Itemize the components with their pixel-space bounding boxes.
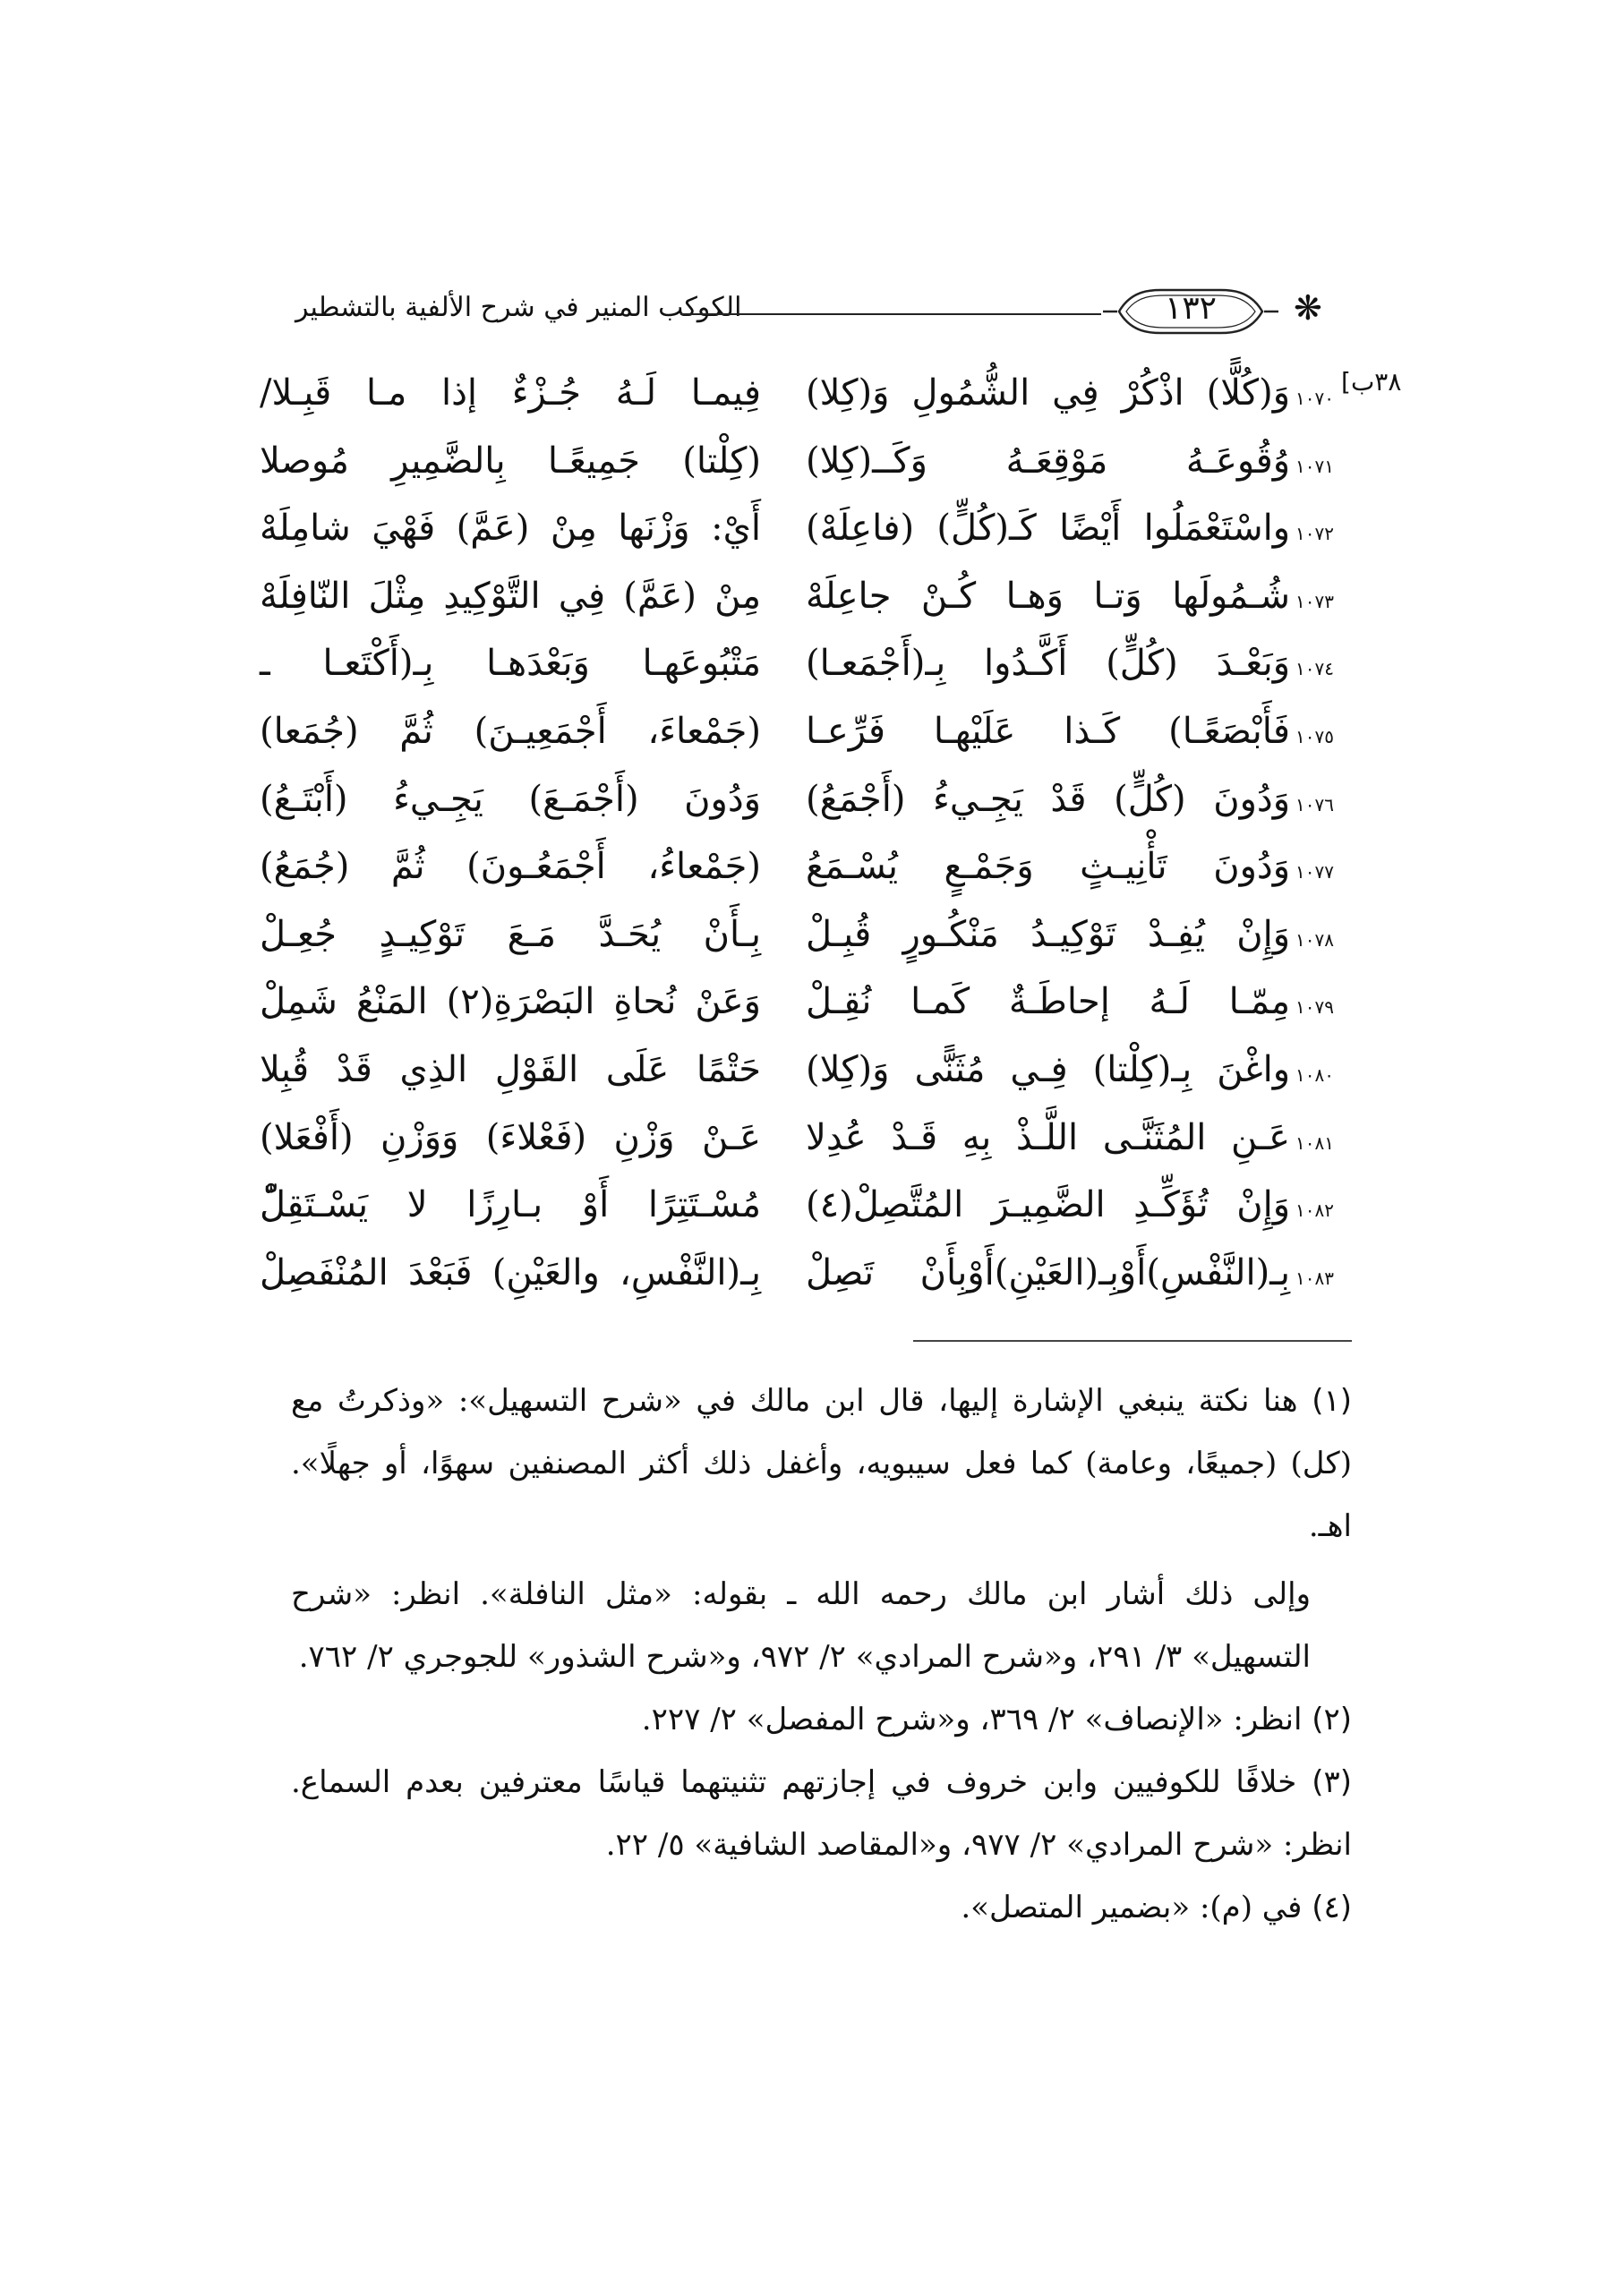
verse-number: ١٠٨١ (1295, 1131, 1334, 1154)
first-hemistich: ١٠٧٩مِمّـا لَـهُ إحاطَـةٌ كَمـا نُقِـلْ (806, 981, 1334, 1023)
footnote-ref: (٤) (1312, 1890, 1352, 1925)
verse-block (260, 360, 1334, 1307)
footnote-3: (٣) خلافًا للكوفيين وابن خروف في إجازتهم تثنيتهما قياسًا معترفين بعدم السماع. انظر: «شرح المرادي» ٢/ ٩٧٧، و«المقاصد الشافية» ٥/ ٢٢. (291, 1764, 1352, 1863)
verse-line (260, 630, 1334, 698)
verse-line (260, 766, 1334, 834)
verse-number: ١٠٧٦ (1295, 793, 1334, 815)
verse-line (260, 969, 1334, 1037)
footnote-ref: (٣) (1312, 1764, 1352, 1800)
footnotes (291, 1370, 1352, 1939)
verse-number: ١٠٧٩ (1295, 996, 1334, 1019)
page-number: ١٣٢ (1164, 290, 1217, 327)
second-hemistich: وَدُونَ (أَجْمَـعَ) يَجِـيءُ (أَبْتَـعُ) (260, 778, 761, 820)
verse-number: ١٠٨٠ (1295, 1063, 1334, 1086)
verse-line (260, 901, 1334, 969)
footnote-ref: (١) (1312, 1383, 1353, 1419)
verse-line (260, 698, 1334, 766)
verse-number: ١٠٧٢ (1295, 523, 1334, 545)
page-number-frame (1101, 283, 1280, 340)
second-hemistich: حَتْمًا عَلَى القَوْلِ الذِي قَدْ قُبِلا (260, 1048, 761, 1090)
first-hemistich: ١٠٧٨وَإِنْ يُفِـدْ تَوْكِيـدُ مَنْكُـورٍ قُبِـلْ (806, 913, 1334, 955)
verse-number: ١٠٧٣ (1295, 590, 1334, 612)
first-hemistich: ١٠٧٢واسْتَعْمَلُوا أَيْضًا كَـ(كُلٍّ) (فاعِلَهْ) (806, 508, 1334, 550)
second-hemistich: عَـنْ وَزْنِ (فَعْلاءَ) وَوَزْنِ (أَفْعَلا) (260, 1116, 761, 1158)
running-title: الكوكب المنير في شرح الألفية بالتشطير (295, 292, 742, 323)
second-hemistich: (جَمْعاءُ، أَجْمَعُـونَ) ثُمَّ (جُمَعُ) (260, 846, 761, 888)
footnote-1-continuation: وإلى ذلك أشار ابن مالك رحمه الله ـ بقوله: «مثل النافلة». انظر: «شرح التسهيل» ٣/ ٢٩١، و«شرح المرادي» ٢/ ٩٧٢، و«شرح الشذور» للجوجري ٢/ ٧٦٢. (291, 1576, 1311, 1675)
first-hemistich: ١٠٧٥فَأَبْصَعًـا) كَـذا عَلَيْهـا فَرِّعـا (806, 710, 1334, 752)
second-hemistich: فِيمـا لَـهُ جُـزْءٌ إذا مـا قَبِـلا/ (260, 372, 761, 414)
second-hemistich: مُسْـتَتِرًا أَوْ بـارِزًا لا يَسْـتَقِلّْ (260, 1184, 761, 1226)
flower-ornament-icon: ❋ (1294, 288, 1322, 328)
first-hemistich: ١٠٧٦وَدُونَ (كُلٍّ) قَدْ يَجِـيءُ (أَجْمَعُ) (806, 778, 1334, 820)
verse-number: ١٠٧١ (1295, 455, 1334, 477)
verse-line (260, 360, 1334, 428)
verse-number: ١٠٨٣ (1295, 1267, 1334, 1289)
page-header (295, 269, 1334, 358)
first-hemistich: ١٠٨٣بِـ(النَّفْسِ)أَوْبِـ(العَيْنِ)أَوْبِأَنْ تَصِلْ (806, 1251, 1334, 1293)
verse-number: ١٠٧٠ (1295, 388, 1334, 409)
second-hemistich: مَتْبُوعَهـا وَبَعْدَهـا بِـ(أَكْتَعـا ـ (260, 643, 761, 685)
second-hemistich: مِنْ (عَمَّ) فِي التَّوْكِيدِ مِثْلَ النّافِلَهْ (260, 575, 761, 617)
footnote-separator (913, 1340, 1352, 1342)
verse-line (260, 1172, 1334, 1240)
first-hemistich: ١٠٨١عَـنِ المُثَنَّـى اللَّـذْ بِهِ قَـدْ عُدِلا (806, 1116, 1334, 1158)
first-hemistich: ١٠٧٤وَبَعْـدَ (كُلٍّ) أَكَّـدُوا بِـ(أَجْمَعـا) (806, 643, 1334, 685)
verse-line (260, 428, 1334, 496)
first-hemistich: ١٠٨٠واغْنَ بِـ(كِلْتا) فِـي مُثَنًّى وَ(كِلا) (806, 1048, 1334, 1090)
verse-number: ١٠٧٥ (1295, 725, 1334, 747)
first-hemistich: ١٠٧٠وَ(كُلًّا) اذْكُرْ فِي الشُّمُولِ وَ(كِلا) (806, 372, 1334, 414)
verse-number: ١٠٨٢ (1295, 1199, 1334, 1222)
first-hemistich: ١٠٨٢وَإِنْ تُؤَكِّـدِ الضَّمِيـرَ المُتَّصِلْ(٤) (806, 1184, 1334, 1226)
manuscript-folio-marker: [٣٨ب (1341, 367, 1402, 397)
verse-number: ١٠٧٤ (1295, 658, 1334, 680)
first-hemistich: ١٠٧٣شُـمُولَها وَتـا وَهـا كُـنْ جاعِلَهْ (806, 575, 1334, 617)
footnote-2: (٢) انظر: «الإنصاف» ٢/ ٣٦٩، و«شرح المفصل» ٢/ ٢٢٧. (641, 1702, 1352, 1737)
second-hemistich: (جَمْعاءَ، أَجْمَعِيـنَ) ثُمَّ (جُمَعا) (260, 710, 761, 752)
footnote-4: (٤) في (م): «بضمير المتصل». (961, 1890, 1352, 1925)
verse-line (260, 1105, 1334, 1173)
first-hemistich: ١٠٧١وُقُوعَـهُ مَوْقِعَـهُ وَكَــ(كِلا) (806, 440, 1334, 482)
verse-line (260, 1240, 1334, 1308)
verse-number: ١٠٧٨ (1295, 928, 1334, 951)
second-hemistich: (كِلْتا) جَمِيعًـا بِالضَّمِيرِ مُوصلا (260, 440, 761, 482)
second-hemistich: وَعَنْ نُحاةِ البَصْرَةِ(٢) المَنْعُ شَمِلْ (260, 981, 761, 1023)
second-hemistich: أَيْ: وَزْنَها مِنْ (عَمَّ) فَهْيَ شامِلَهْ (260, 508, 761, 550)
verse-line (260, 563, 1334, 631)
header-rule (680, 313, 1101, 315)
second-hemistich: بِـأَنْ يُحَـدَّ مَـعَ تَوْكِيـدٍ جُعِـلْ (260, 913, 761, 955)
verse-number: ١٠٧٧ (1295, 861, 1334, 883)
second-hemistich: بِـ(النَّفْسِ، والعَيْنِ) فَبَعْدَ المُنْفَصِلْ (260, 1251, 761, 1293)
verse-line (260, 495, 1334, 563)
verse-line (260, 1037, 1334, 1105)
verse-line (260, 833, 1334, 901)
footnote-1: (١) هنا نكتة ينبغي الإشارة إليها، قال ابن مالك في «شرح التسهيل»: «وذكرتُ مع (كل) (جميعًا، وعامة) كما فعل سيبويه، وأغفل ذلك أكثر المصنفين سهوًا، أو جهلًا». اهـ. (291, 1383, 1353, 1544)
first-hemistich: ١٠٧٧وَدُونَ تَأْنِيـثٍ وَجَمْـعٍ يُسْـمَعُ (806, 846, 1334, 888)
footnote-ref: (٢) (1312, 1702, 1352, 1737)
